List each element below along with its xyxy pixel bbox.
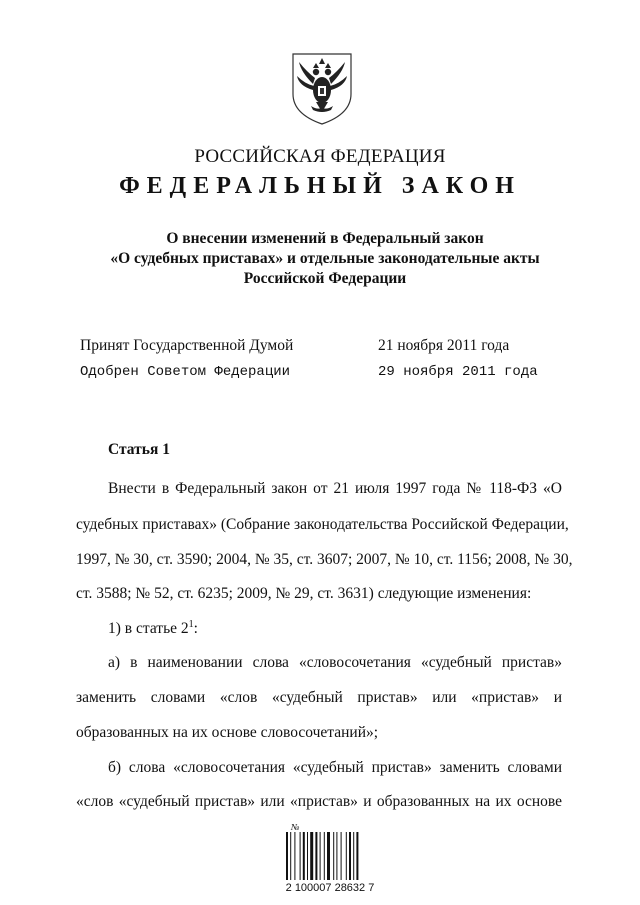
article-text-line: Внести в Федеральный закон от 21 июля 1997 года № 118-ФЗ «О <box>108 480 562 497</box>
subject-line: О внесении изменений в Федеральный закон <box>166 230 484 247</box>
item-1-superscript: 1 <box>188 619 194 630</box>
barcode-bar <box>310 832 313 880</box>
item-a-line: заменить словами «слов «судебный пристав» или «пристав» и <box>76 689 562 706</box>
council-date: 29 ноября 2011 года <box>378 364 538 380</box>
subject-line: Российской Федерации <box>243 270 407 287</box>
barcode-bar <box>327 832 330 880</box>
council-approval-row <box>80 364 550 384</box>
item-b-line: «слов «судебный пристав» или «пристав» и образованных на их основе <box>76 793 562 810</box>
item-a-line: а) в наименовании слова «словосочетания «судебный пристав» <box>108 654 562 671</box>
law-subject <box>80 229 570 289</box>
barcode-bar <box>349 832 351 880</box>
item-1-text: 1) в статье 2 <box>108 620 189 638</box>
council-label: Одобрен Советом Федерации <box>80 364 291 380</box>
barcode-bar <box>286 832 288 880</box>
duma-adoption-row <box>80 337 550 357</box>
duma-date: 21 ноября 2011 года <box>378 337 510 354</box>
article-text-line: судебных приставах» (Собрание законодательства Российской Федерации, <box>76 516 569 533</box>
article-text-line: 1997, № 30, ст. 3590; 2004, № 35, ст. 3607; 2007, № 10, ст. 1156; 2008, № 30, <box>76 551 573 568</box>
item-1-line <box>108 619 562 638</box>
duma-label: Принят Государственной Думой <box>80 337 294 354</box>
country-heading: РОССИЙСКАЯ ФЕДЕРАЦИЯ <box>194 146 446 167</box>
barcode-bar <box>307 832 308 880</box>
barcode-number: 2 100007 28632 7 <box>285 882 375 894</box>
barcode-bar <box>294 832 295 880</box>
barcode-mark: № <box>291 822 300 832</box>
barcode-icon <box>285 832 365 880</box>
law-title: ФЕДЕРАЛЬНЫЙ ЗАКОН <box>119 173 521 199</box>
coat-of-arms-icon <box>287 50 357 126</box>
article-text-line: ст. 3588; № 52, ст. 6235; 2009, № 29, ст. 3631) следующие изменения: <box>76 585 532 602</box>
item-a-line: образованных на их основе словосочетаний»; <box>76 724 379 741</box>
subject-line: «О судебных приставах» и отдельные законодательные акты <box>110 250 540 267</box>
barcode-bar <box>290 832 291 880</box>
barcode-bar <box>346 832 347 880</box>
barcode-bar <box>315 832 317 880</box>
barcode-bar <box>333 832 334 880</box>
barcode-bar <box>356 832 358 880</box>
barcode-bar <box>320 832 321 880</box>
barcode-bar <box>336 832 337 880</box>
barcode-bar <box>303 832 305 880</box>
item-b-line: б) слова «словосочетания «судебный пристав» заменить словами <box>108 759 562 776</box>
barcode-bar <box>300 832 301 880</box>
barcode-bar <box>341 832 342 880</box>
barcode-bar <box>353 832 354 880</box>
barcode-bar <box>324 832 325 880</box>
item-1-colon: : <box>193 620 198 638</box>
article-heading: Статья 1 <box>108 441 170 458</box>
